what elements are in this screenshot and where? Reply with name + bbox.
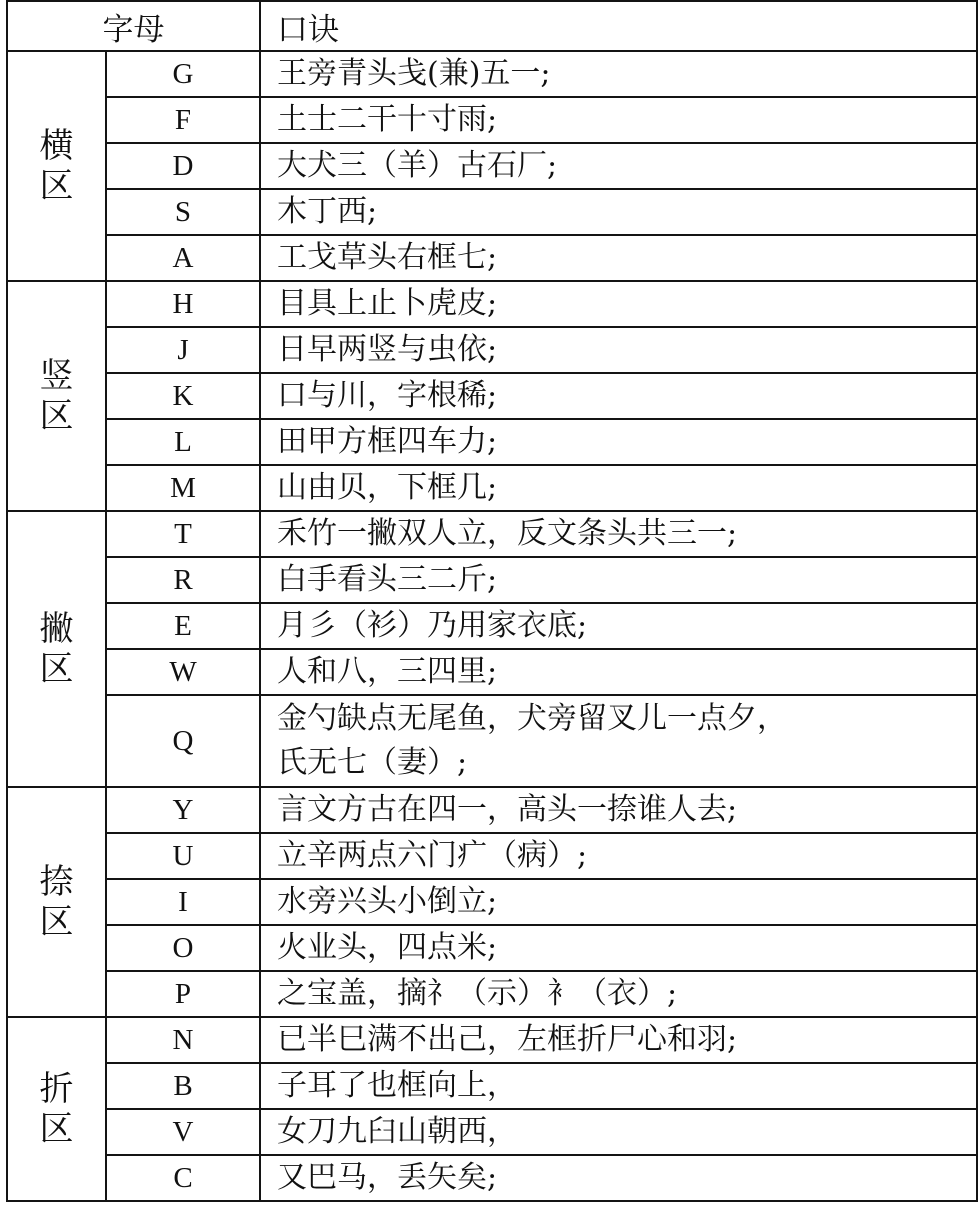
table-row bbox=[7, 373, 977, 419]
table-row bbox=[7, 833, 977, 879]
mnemonic-text bbox=[260, 281, 977, 327]
key-letter: K bbox=[106, 373, 260, 419]
key-letter: Q bbox=[106, 695, 260, 787]
mnemonic-line: 月彡（衫）乃用家衣底; bbox=[277, 608, 588, 643]
key-letter: D bbox=[106, 143, 260, 189]
table-row bbox=[7, 465, 977, 511]
key-letter: B bbox=[106, 1063, 260, 1109]
mnemonic-line: 氏无七（妻）; bbox=[277, 745, 468, 780]
key-letter: J bbox=[106, 327, 260, 373]
mnemonic-line: 日早两竖与虫依; bbox=[277, 332, 498, 367]
mnemonic-line: 禾竹一撇双人立，反文条头共三一; bbox=[277, 516, 738, 551]
table-row bbox=[7, 143, 977, 189]
mnemonic-line: 王旁青头戋(兼)五一; bbox=[277, 56, 551, 91]
zone-label bbox=[7, 1017, 106, 1201]
key-letter: E bbox=[106, 603, 260, 649]
mnemonic-line: 田甲方框四车力; bbox=[277, 424, 498, 459]
table-row bbox=[7, 787, 977, 833]
zone-name: 折 区 bbox=[39, 1069, 74, 1149]
mnemonic-line: 之宝盖，摘礻（示）衤（衣）; bbox=[277, 976, 678, 1011]
table-row bbox=[7, 557, 977, 603]
key-letter: A bbox=[106, 235, 260, 281]
mnemonic-text bbox=[260, 695, 977, 787]
key-letter: Y bbox=[106, 787, 260, 833]
mnemonic-line: 目具上止卜虎皮; bbox=[277, 286, 498, 321]
mnemonic-line: 女刀九臼山朝西， bbox=[277, 1114, 517, 1149]
mnemonic-text bbox=[260, 1109, 977, 1155]
mnemonic-text bbox=[260, 373, 977, 419]
mnemonic-text bbox=[260, 557, 977, 603]
mnemonic-line: 火业头，四点米; bbox=[277, 930, 498, 965]
table-row bbox=[7, 649, 977, 695]
key-letter: U bbox=[106, 833, 260, 879]
zone-name: 竖 区 bbox=[39, 356, 74, 436]
key-letter: W bbox=[106, 649, 260, 695]
zone-label bbox=[7, 787, 106, 1017]
mnemonic-line: 水旁兴头小倒立; bbox=[277, 884, 498, 919]
table-row bbox=[7, 235, 977, 281]
mnemonic-text bbox=[260, 649, 977, 695]
key-letter: T bbox=[106, 511, 260, 557]
mnemonic-text bbox=[260, 511, 977, 557]
mnemonic-text bbox=[260, 833, 977, 879]
key-letter: L bbox=[106, 419, 260, 465]
zone-name: 横 区 bbox=[39, 126, 74, 206]
zone-label bbox=[7, 511, 106, 787]
mnemonic-line: 立辛两点六门疒（病）; bbox=[277, 838, 588, 873]
key-letter: R bbox=[106, 557, 260, 603]
mnemonic-text bbox=[260, 327, 977, 373]
mnemonic-line: 金勺缺点无尾鱼，犬旁留叉儿一点夕， bbox=[277, 701, 787, 736]
table-row bbox=[7, 327, 977, 373]
table-row bbox=[7, 925, 977, 971]
mnemonic-text bbox=[260, 1017, 977, 1063]
mnemonic-line: 大犬三（羊）古石厂; bbox=[277, 148, 558, 183]
header-row bbox=[7, 1, 977, 51]
mnemonic-text bbox=[260, 787, 977, 833]
mnemonic-line: 工戈草头右框七; bbox=[277, 240, 498, 275]
mnemonic-text bbox=[260, 51, 977, 97]
table-row bbox=[7, 1155, 977, 1201]
table-row bbox=[7, 971, 977, 1017]
table-row bbox=[7, 1063, 977, 1109]
zone-label bbox=[7, 51, 106, 281]
mnemonic-text bbox=[260, 925, 977, 971]
key-letter: N bbox=[106, 1017, 260, 1063]
mnemonic-text bbox=[260, 465, 977, 511]
mnemonic-line: 已半巳满不出己，左框折尸心和羽; bbox=[277, 1022, 738, 1057]
key-letter: F bbox=[106, 97, 260, 143]
table-row bbox=[7, 1017, 977, 1063]
mnemonic-text bbox=[260, 143, 977, 189]
key-letter: M bbox=[106, 465, 260, 511]
key-letter: P bbox=[106, 971, 260, 1017]
mnemonic-text bbox=[260, 419, 977, 465]
mnemonic-text bbox=[260, 1155, 977, 1201]
table-row bbox=[7, 603, 977, 649]
mnemonic-line: 土士二干十寸雨; bbox=[277, 102, 498, 137]
key-letter: I bbox=[106, 879, 260, 925]
mnemonic-line: 人和八，三四里; bbox=[277, 654, 498, 689]
mnemonic-text bbox=[260, 189, 977, 235]
table-row bbox=[7, 1109, 977, 1155]
mnemonic-text bbox=[260, 603, 977, 649]
header-letter: 字母 bbox=[7, 1, 260, 51]
mnemonic-line: 口与川，字根稀; bbox=[277, 378, 498, 413]
key-letter: O bbox=[106, 925, 260, 971]
key-letter: G bbox=[106, 51, 260, 97]
mnemonic-line: 又巴马，丢矢矣; bbox=[277, 1160, 498, 1195]
table-row bbox=[7, 51, 977, 97]
mnemonic-table bbox=[6, 0, 978, 1202]
mnemonic-text bbox=[260, 235, 977, 281]
table-row bbox=[7, 879, 977, 925]
table-row bbox=[7, 97, 977, 143]
mnemonic-line: 言文方古在四一，高头一捺谁人去; bbox=[277, 792, 738, 827]
mnemonic-text bbox=[260, 1063, 977, 1109]
header-rule: 口诀 bbox=[260, 1, 977, 51]
mnemonic-line: 山由贝，下框几; bbox=[277, 470, 498, 505]
key-letter: C bbox=[106, 1155, 260, 1201]
mnemonic-line: 木丁西; bbox=[277, 194, 378, 229]
table-row bbox=[7, 419, 977, 465]
mnemonic-line: 子耳了也框向上， bbox=[277, 1068, 517, 1103]
table-row bbox=[7, 511, 977, 557]
key-letter: V bbox=[106, 1109, 260, 1155]
key-letter: H bbox=[106, 281, 260, 327]
mnemonic-text bbox=[260, 879, 977, 925]
mnemonic-text bbox=[260, 971, 977, 1017]
zone-name: 撇 区 bbox=[39, 609, 74, 689]
table-row bbox=[7, 281, 977, 327]
wubi-radical-table bbox=[6, 0, 978, 1202]
mnemonic-line: 白手看头三二斤; bbox=[277, 562, 498, 597]
mnemonic-text bbox=[260, 97, 977, 143]
table-row bbox=[7, 695, 977, 787]
zone-label bbox=[7, 281, 106, 511]
table-row bbox=[7, 189, 977, 235]
zone-name: 捺 区 bbox=[39, 862, 74, 942]
key-letter: S bbox=[106, 189, 260, 235]
